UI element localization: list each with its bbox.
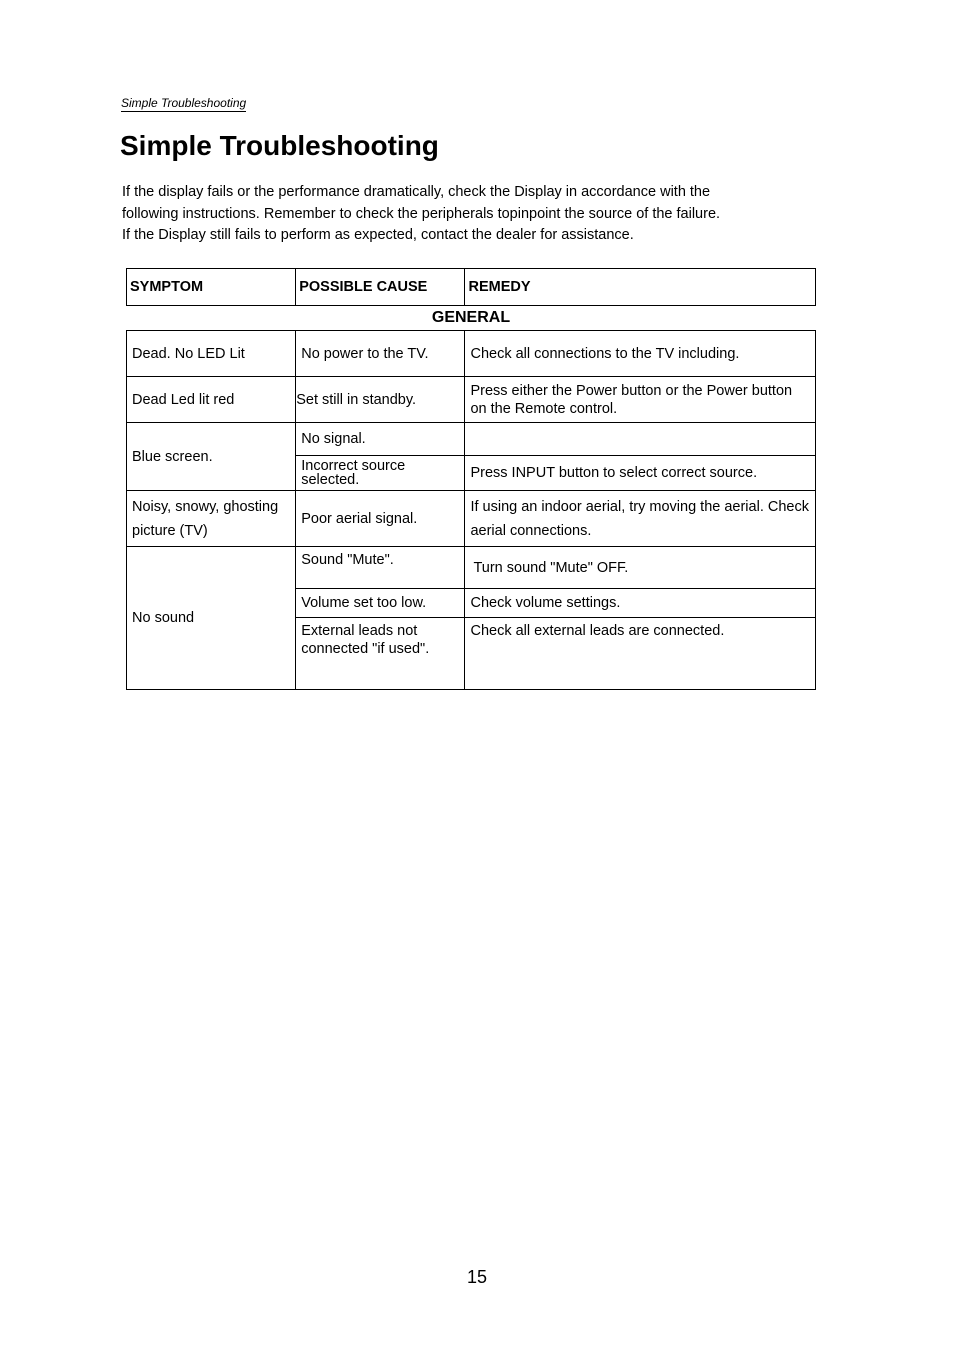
cause-cell: Volume set too low. bbox=[296, 589, 465, 618]
remedy-cell: Turn sound "Mute" OFF. bbox=[465, 547, 816, 589]
remedy-cell: If using an indoor aerial, try moving the aerial. Check aerial connections. bbox=[465, 491, 816, 547]
remedy-cell: Press either the Power button or the Power button on the Remote control. bbox=[465, 377, 816, 423]
remedy-cell bbox=[465, 423, 816, 456]
cause-cell: Incorrect source selected. bbox=[296, 456, 465, 491]
running-header: Simple Troubleshooting bbox=[121, 96, 247, 110]
table-row bbox=[127, 331, 816, 377]
intro-line-3: If the Display still fails to perform as expected, contact the dealer for assistance. bbox=[122, 227, 634, 243]
remedy-cell: Check all connections to the TV including. bbox=[465, 331, 816, 377]
cause-cell: Sound "Mute". bbox=[296, 547, 465, 589]
section-row bbox=[127, 306, 816, 331]
symptom-cell: Dead Led lit red bbox=[127, 377, 296, 423]
cause-cell: No power to the TV. bbox=[296, 331, 465, 377]
cause-cell: Poor aerial signal. bbox=[296, 491, 465, 547]
troubleshooting-table bbox=[126, 268, 816, 690]
cause-cell: Set still in standby. bbox=[296, 377, 465, 423]
remedy-cell: Press INPUT button to select correct source. bbox=[465, 456, 816, 491]
intro-paragraph bbox=[122, 182, 812, 247]
page-number: 15 bbox=[466, 1267, 488, 1287]
symptom-cell: No sound bbox=[127, 547, 296, 690]
symptom-cell: Blue screen. bbox=[127, 423, 296, 491]
symptom-cell: Noisy, snowy, ghosting picture (TV) bbox=[127, 491, 296, 547]
header-possible-cause: POSSIBLE CAUSE bbox=[296, 269, 465, 306]
symptom-cell: Dead. No LED Lit bbox=[127, 331, 296, 377]
table-row bbox=[127, 423, 816, 456]
remedy-cell: Check all external leads are connected. bbox=[465, 618, 816, 690]
table-row bbox=[127, 491, 816, 547]
table-row bbox=[127, 377, 816, 423]
header-remedy: REMEDY bbox=[465, 269, 816, 306]
intro-line-1: If the display fails or the performance dramatically, check the Display in accordance with the bbox=[122, 184, 711, 200]
table-row bbox=[127, 547, 816, 589]
remedy-cell: Check volume settings. bbox=[465, 589, 816, 618]
header-symptom: SYMPTOM bbox=[127, 269, 296, 306]
page-title: Simple Troubleshooting bbox=[120, 130, 439, 161]
cause-cell: External leads not connected "if used". bbox=[296, 618, 465, 690]
intro-line-2: following instructions. Remember to check the peripherals topinpoint the source of the failure. bbox=[122, 205, 721, 222]
section-general: GENERAL bbox=[127, 306, 816, 331]
table-header-row bbox=[127, 269, 816, 306]
cause-cell: No signal. bbox=[296, 423, 465, 456]
